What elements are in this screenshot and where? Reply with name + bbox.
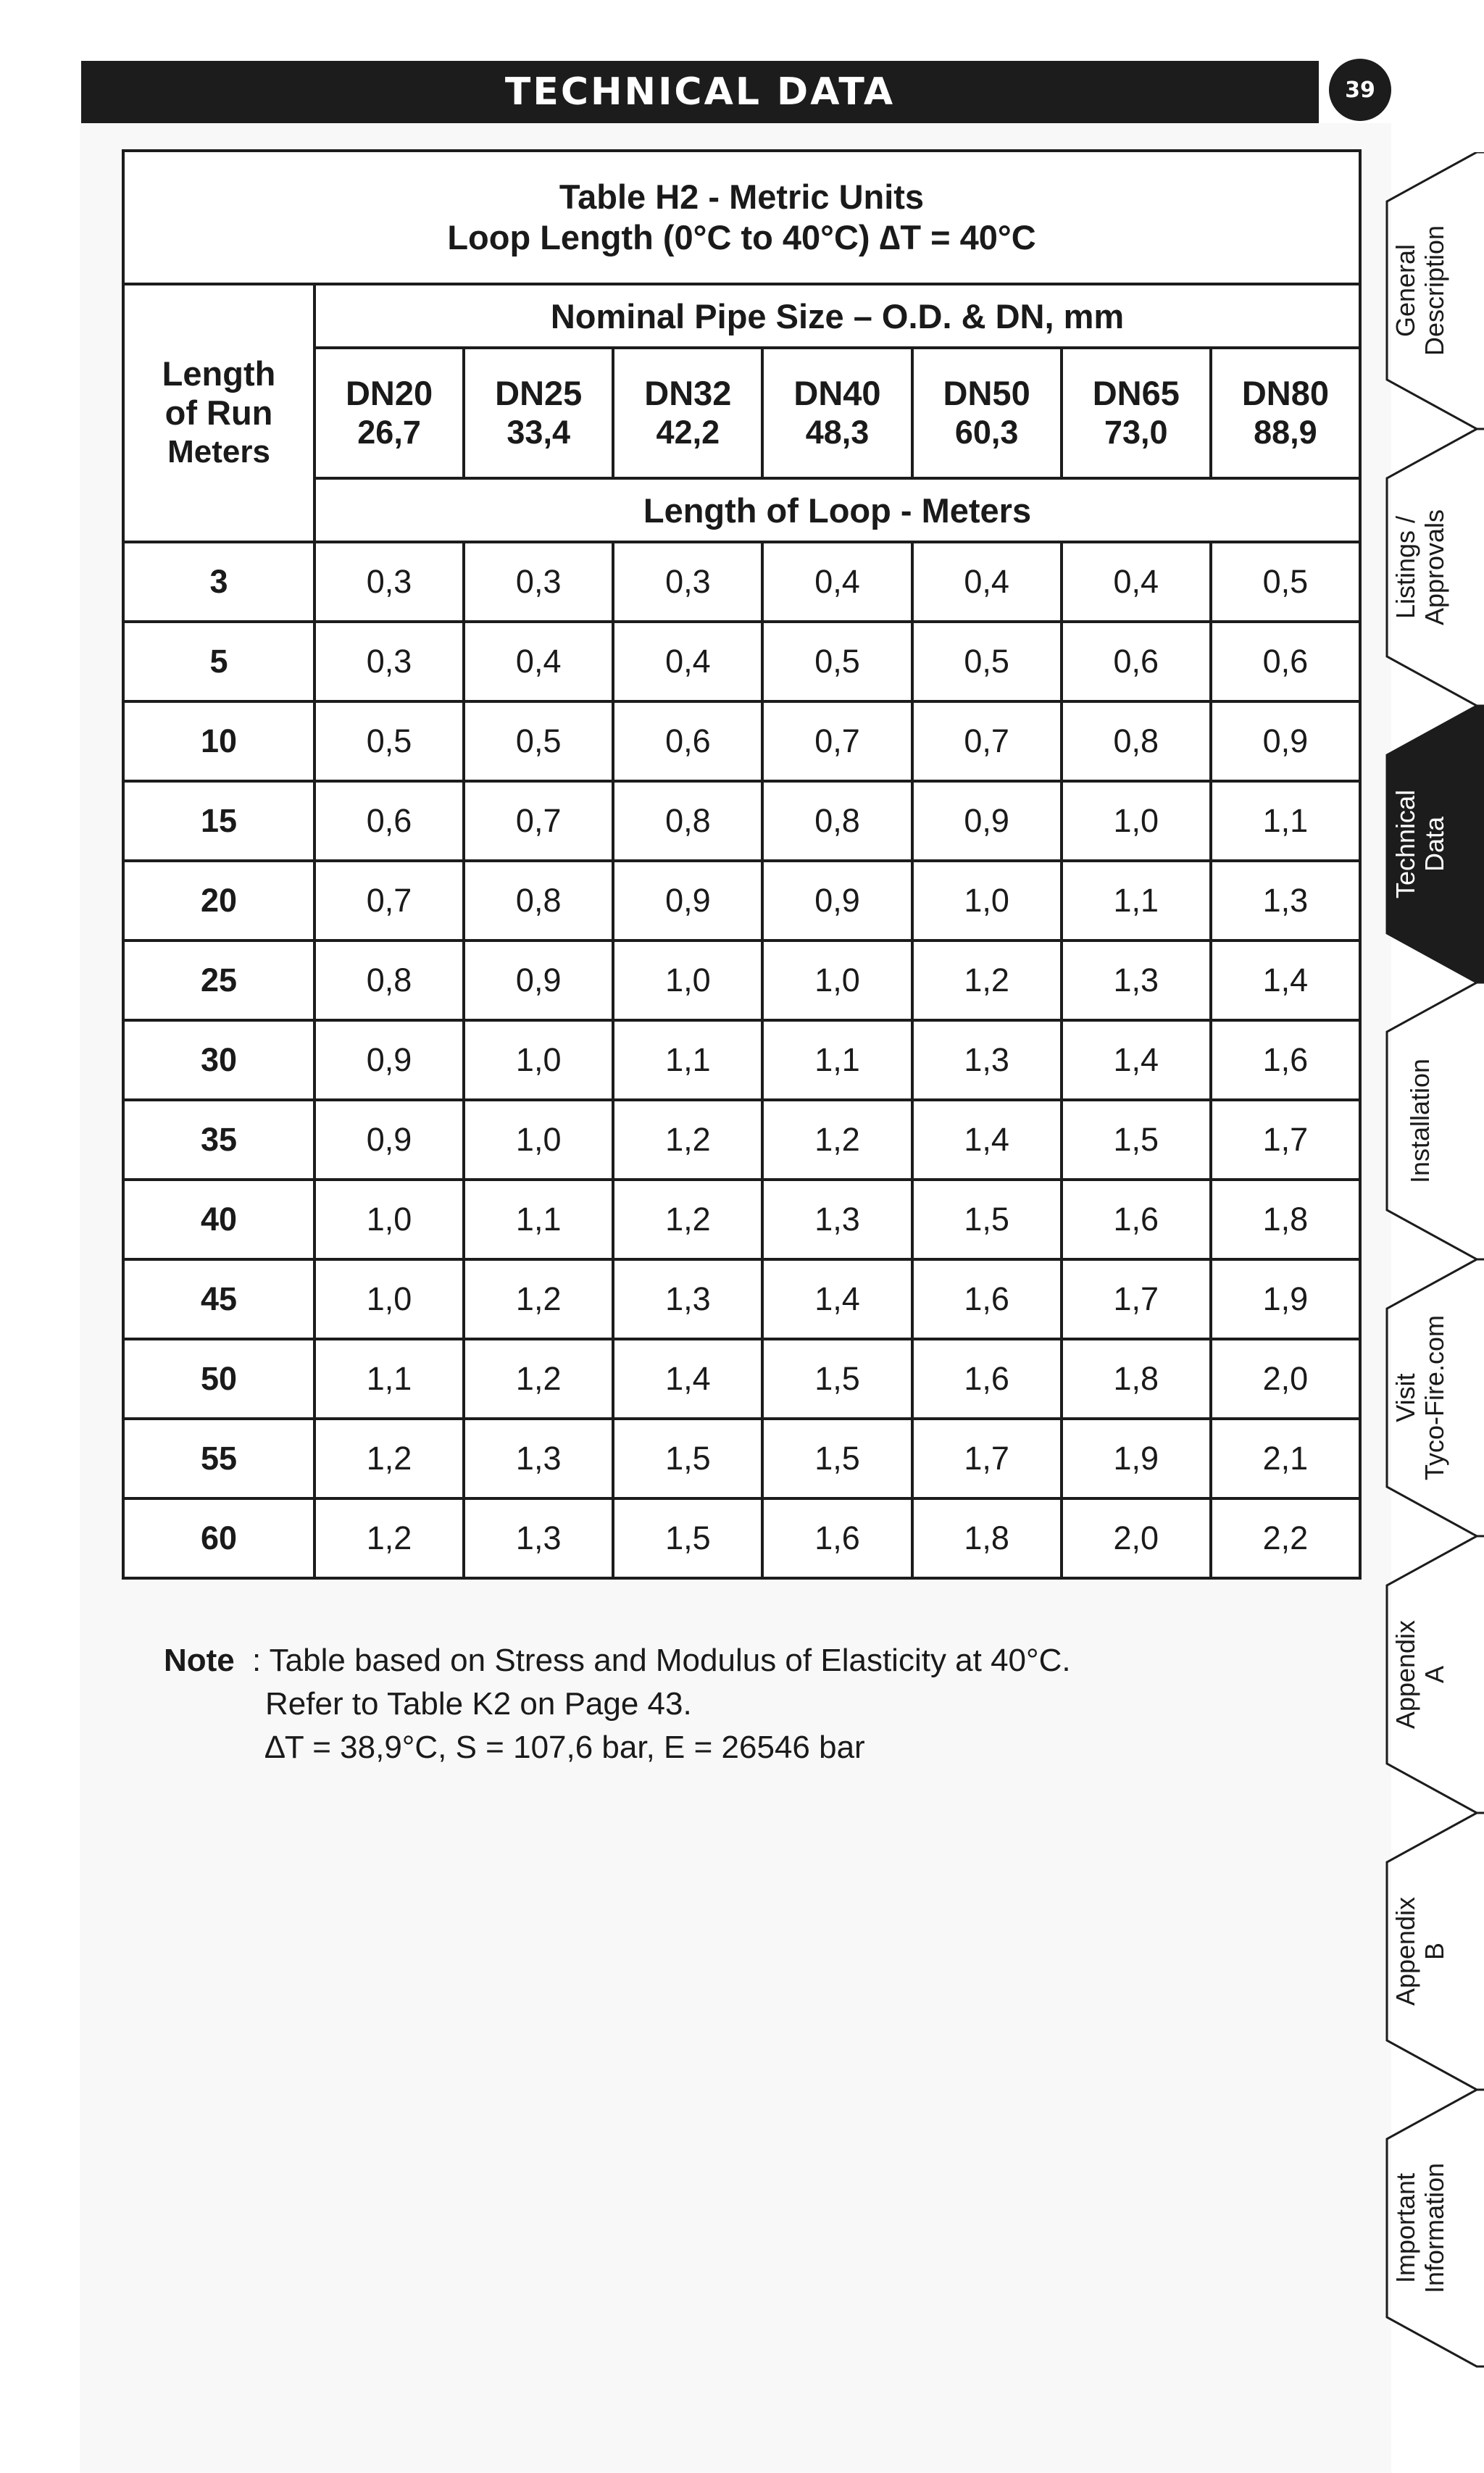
tab-label bbox=[1387, 458, 1454, 677]
pipe-size-dn: DN20 bbox=[345, 374, 433, 412]
note-line1: : Table based on Stress and Modulus of Elasticity at 40°C. bbox=[252, 1643, 1071, 1678]
loop-length-cell: 0,8 bbox=[464, 861, 613, 941]
loop-length-cell: 0,7 bbox=[464, 781, 613, 861]
section-tabs bbox=[1381, 0, 1484, 2473]
loop-length-cell: 0,7 bbox=[762, 701, 912, 781]
loop-length-cell: 1,2 bbox=[464, 1259, 613, 1339]
pipe-size-dn: DN32 bbox=[644, 374, 732, 412]
run-length-cell: 20 bbox=[123, 861, 314, 941]
loop-length-cell: 1,5 bbox=[613, 1498, 762, 1578]
table-row bbox=[123, 1100, 1360, 1180]
loop-length-cell: 1,9 bbox=[1211, 1259, 1360, 1339]
loop-length-cell: 0,3 bbox=[314, 622, 464, 701]
loop-length-cell: 0,9 bbox=[1211, 701, 1360, 781]
loop-length-cell: 0,3 bbox=[464, 542, 613, 622]
tab-label-line1: Appendix bbox=[1391, 1896, 1420, 2006]
pipe-size-dn: DN80 bbox=[1241, 374, 1329, 412]
tab-label bbox=[1387, 735, 1454, 954]
loop-length-cell: 1,3 bbox=[613, 1259, 762, 1339]
loop-length-cell: 1,3 bbox=[1211, 861, 1360, 941]
loop-length-cell: 1,4 bbox=[1211, 941, 1360, 1020]
table-row bbox=[123, 1339, 1360, 1419]
tab-label-line2: B bbox=[1420, 1943, 1449, 1961]
loop-length-cell: 1,5 bbox=[762, 1419, 912, 1498]
page-number-badge: 39 bbox=[1329, 59, 1391, 121]
loop-length-cell: 1,5 bbox=[1062, 1100, 1211, 1180]
tab-label bbox=[1387, 1012, 1454, 1230]
length-of-loop-header: Length of Loop - Meters bbox=[314, 478, 1360, 542]
loop-length-cell: 0,8 bbox=[314, 941, 464, 1020]
loop-length-cell: 1,3 bbox=[1062, 941, 1211, 1020]
loop-length-cell: 1,0 bbox=[1062, 781, 1211, 861]
length-head-line3: Meters bbox=[167, 434, 270, 470]
table-row bbox=[123, 781, 1360, 861]
loop-length-cell: 1,6 bbox=[1062, 1180, 1211, 1259]
loop-length-cell: 1,5 bbox=[613, 1419, 762, 1498]
run-length-cell: 50 bbox=[123, 1339, 314, 1419]
pipe-size-header bbox=[1211, 348, 1360, 478]
table-body bbox=[123, 542, 1360, 1578]
loop-length-cell: 0,7 bbox=[912, 701, 1062, 781]
run-length-cell: 3 bbox=[123, 542, 314, 622]
table-row bbox=[123, 1419, 1360, 1498]
run-length-cell: 25 bbox=[123, 941, 314, 1020]
tab-label-line1: Listings / bbox=[1391, 515, 1420, 620]
loop-length-cell: 1,9 bbox=[1062, 1419, 1211, 1498]
run-length-cell: 30 bbox=[123, 1020, 314, 1100]
section-title: TECHNICAL DATA bbox=[504, 70, 896, 114]
run-length-cell: 45 bbox=[123, 1259, 314, 1339]
loop-length-cell: 0,8 bbox=[613, 781, 762, 861]
loop-length-cell: 0,8 bbox=[762, 781, 912, 861]
tab-label-text bbox=[1391, 1897, 1449, 2006]
tab-label-line1: Technical bbox=[1391, 789, 1420, 899]
loop-length-cell: 1,2 bbox=[912, 941, 1062, 1020]
loop-length-cell: 1,6 bbox=[1211, 1020, 1360, 1100]
run-length-cell: 35 bbox=[123, 1100, 314, 1180]
loop-length-cell: 1,0 bbox=[613, 941, 762, 1020]
loop-length-cell: 0,9 bbox=[912, 781, 1062, 861]
loop-length-cell: 1,3 bbox=[912, 1020, 1062, 1100]
note-row bbox=[164, 1639, 1251, 1769]
section-header bbox=[81, 61, 1319, 123]
tab-label-line2: A bbox=[1420, 1666, 1449, 1684]
length-of-run-header bbox=[123, 284, 314, 542]
loop-length-cell: 1,7 bbox=[912, 1419, 1062, 1498]
loop-length-cell: 2,1 bbox=[1211, 1419, 1360, 1498]
tab-label-line1: Installation bbox=[1405, 1058, 1435, 1184]
loop-length-cell: 1,2 bbox=[314, 1419, 464, 1498]
table-row bbox=[123, 1498, 1360, 1578]
caption-row bbox=[123, 151, 1360, 284]
note-lines bbox=[252, 1639, 1071, 1769]
loop-length-cell: 0,6 bbox=[613, 701, 762, 781]
tab-label-text bbox=[1391, 1620, 1449, 1729]
tab-label-line2: Information bbox=[1420, 2162, 1449, 2294]
loop-length-cell: 1,4 bbox=[912, 1100, 1062, 1180]
loop-length-cell: 0,9 bbox=[314, 1100, 464, 1180]
loop-length-cell: 0,5 bbox=[762, 622, 912, 701]
loop-length-cell: 1,5 bbox=[912, 1180, 1062, 1259]
loop-length-cell: 1,1 bbox=[613, 1020, 762, 1100]
loop-length-cell: 1,4 bbox=[1062, 1020, 1211, 1100]
length-head-line2: of Run bbox=[164, 393, 273, 432]
loop-length-cell: 0,6 bbox=[1211, 622, 1360, 701]
loop-length-cell: 0,9 bbox=[314, 1020, 464, 1100]
loop-length-cell: 1,3 bbox=[464, 1498, 613, 1578]
table-row bbox=[123, 861, 1360, 941]
tab-label bbox=[1387, 1842, 1454, 2061]
tab-label bbox=[1387, 1288, 1454, 1507]
loop-length-cell: 1,0 bbox=[762, 941, 912, 1020]
loop-length-cell: 1,0 bbox=[464, 1020, 613, 1100]
tab-label-text bbox=[1391, 225, 1449, 356]
table-caption-line2: Loop Length (0°C to 40°C) ∆T = 40°C bbox=[447, 218, 1036, 257]
tab-label-line1: General bbox=[1391, 243, 1421, 338]
table-row bbox=[123, 1259, 1360, 1339]
loop-length-cell: 0,7 bbox=[314, 861, 464, 941]
pipe-size-header bbox=[314, 348, 464, 478]
loop-length-cell: 1,2 bbox=[314, 1498, 464, 1578]
section-tab[interactable] bbox=[1381, 429, 1484, 706]
table-caption-line1: Table H2 - Metric Units bbox=[559, 178, 925, 216]
loop-length-cell: 1,0 bbox=[314, 1259, 464, 1339]
loop-length-cell: 1,7 bbox=[1062, 1259, 1211, 1339]
loop-length-cell: 0,4 bbox=[912, 542, 1062, 622]
loop-length-cell: 0,9 bbox=[464, 941, 613, 1020]
loop-length-cell: 1,1 bbox=[464, 1180, 613, 1259]
pipe-size-od: 33,4 bbox=[507, 414, 570, 451]
tab-label bbox=[1387, 2119, 1454, 2338]
table-row bbox=[123, 622, 1360, 701]
loop-length-cell: 1,7 bbox=[1211, 1100, 1360, 1180]
loop-length-cell: 1,1 bbox=[1211, 781, 1360, 861]
loop-length-cell: 2,2 bbox=[1211, 1498, 1360, 1578]
loop-length-cell: 1,4 bbox=[762, 1259, 912, 1339]
loop-length-cell: 2,0 bbox=[1211, 1339, 1360, 1419]
section-tab[interactable] bbox=[1381, 1259, 1484, 1536]
loop-length-cell: 0,6 bbox=[314, 781, 464, 861]
pipe-size-header bbox=[464, 348, 613, 478]
loop-length-cell: 1,5 bbox=[762, 1339, 912, 1419]
pipe-size-dn: DN25 bbox=[495, 374, 583, 412]
loop-length-cell: 1,2 bbox=[613, 1100, 762, 1180]
loop-length-cell: 1,6 bbox=[912, 1259, 1062, 1339]
section-tab[interactable] bbox=[1381, 152, 1484, 429]
run-length-cell: 5 bbox=[123, 622, 314, 701]
pipe-size-header bbox=[1062, 348, 1211, 478]
tab-label-text bbox=[1391, 509, 1449, 625]
loop-length-cell: 1,3 bbox=[464, 1419, 613, 1498]
pipe-size-header bbox=[912, 348, 1062, 478]
run-length-cell: 60 bbox=[123, 1498, 314, 1578]
tab-label-line2: Data bbox=[1420, 816, 1449, 872]
table-row bbox=[123, 941, 1360, 1020]
loop-length-cell: 1,0 bbox=[314, 1180, 464, 1259]
loop-length-cell: 0,6 bbox=[1062, 622, 1211, 701]
note-label: Note bbox=[164, 1643, 235, 1678]
loop-length-cell: 0,5 bbox=[314, 701, 464, 781]
run-length-cell: 10 bbox=[123, 701, 314, 781]
pipe-size-header bbox=[762, 348, 912, 478]
loop-length-cell: 1,0 bbox=[464, 1100, 613, 1180]
loop-length-cell: 1,6 bbox=[762, 1498, 912, 1578]
pipe-size-od: 42,2 bbox=[656, 414, 720, 451]
table-row bbox=[123, 1020, 1360, 1100]
table-row bbox=[123, 542, 1360, 622]
loop-length-cell: 0,4 bbox=[762, 542, 912, 622]
pipe-size-dn: DN50 bbox=[943, 374, 1030, 412]
section-tab[interactable] bbox=[1381, 706, 1484, 983]
table-row bbox=[123, 1180, 1360, 1259]
section-tab[interactable] bbox=[1381, 2090, 1484, 2366]
loop-length-cell: 1,2 bbox=[762, 1100, 912, 1180]
loop-length-cell: 1,1 bbox=[1062, 861, 1211, 941]
section-tab[interactable] bbox=[1381, 1536, 1484, 1813]
nominal-header-row bbox=[123, 284, 1360, 348]
loop-length-cell: 1,8 bbox=[1211, 1180, 1360, 1259]
loop-length-cell: 1,2 bbox=[613, 1180, 762, 1259]
pipe-size-od: 48,3 bbox=[805, 414, 870, 451]
run-length-cell: 15 bbox=[123, 781, 314, 861]
loop-length-cell: 0,4 bbox=[464, 622, 613, 701]
pipe-size-dn: DN65 bbox=[1092, 374, 1180, 412]
loop-length-cell: 2,0 bbox=[1062, 1498, 1211, 1578]
pipe-size-od: 88,9 bbox=[1254, 414, 1317, 451]
loop-length-cell: 1,0 bbox=[912, 861, 1062, 941]
note-line3: ∆T = 38,9°C, S = 107,6 bar, E = 26546 bar bbox=[265, 1730, 865, 1765]
loop-length-cell: 1,8 bbox=[1062, 1339, 1211, 1419]
tab-label-text bbox=[1391, 790, 1449, 898]
loop-length-cell: 1,1 bbox=[314, 1339, 464, 1419]
loop-length-cell: 1,1 bbox=[762, 1020, 912, 1100]
loop-length-cell: 0,5 bbox=[464, 701, 613, 781]
section-tab[interactable] bbox=[1381, 983, 1484, 1259]
section-tab[interactable] bbox=[1381, 1813, 1484, 2090]
length-head-line1: Length bbox=[162, 354, 276, 393]
loop-length-cell: 1,6 bbox=[912, 1339, 1062, 1419]
pipe-size-dn: DN40 bbox=[793, 374, 881, 412]
pipe-size-od: 73,0 bbox=[1104, 414, 1168, 451]
loop-length-cell: 1,4 bbox=[613, 1339, 762, 1419]
tab-label-text bbox=[1406, 1059, 1435, 1183]
table-caption bbox=[123, 151, 1360, 284]
loop-length-cell: 0,5 bbox=[912, 622, 1062, 701]
loop-length-cell: 0,4 bbox=[1062, 542, 1211, 622]
loop-length-table bbox=[122, 149, 1362, 1580]
loop-length-cell: 1,2 bbox=[464, 1339, 613, 1419]
tab-label-line2: Tyco-Fire.com bbox=[1420, 1314, 1449, 1481]
loop-length-cell: 0,8 bbox=[1062, 701, 1211, 781]
loop-length-cell: 0,3 bbox=[314, 542, 464, 622]
pipe-size-od: 26,7 bbox=[357, 414, 421, 451]
loop-length-cell: 1,8 bbox=[912, 1498, 1062, 1578]
run-length-cell: 55 bbox=[123, 1419, 314, 1498]
nominal-pipe-size-header: Nominal Pipe Size – O.D. & DN, mm bbox=[314, 284, 1360, 348]
pipe-size-header bbox=[613, 348, 762, 478]
tab-label bbox=[1387, 181, 1454, 400]
loop-length-cell: 0,9 bbox=[613, 861, 762, 941]
run-length-cell: 40 bbox=[123, 1180, 314, 1259]
tab-label-text bbox=[1391, 1315, 1449, 1480]
table-row bbox=[123, 701, 1360, 781]
tab-label-text bbox=[1391, 2163, 1449, 2293]
loop-length-cell: 0,5 bbox=[1211, 542, 1360, 622]
tab-label-line1: Important bbox=[1391, 2172, 1420, 2284]
tab-label-line2: Description bbox=[1420, 225, 1450, 356]
table-note bbox=[164, 1639, 1251, 1769]
tab-label-line2: Approvals bbox=[1420, 509, 1449, 626]
tab-label-line1: Visit bbox=[1391, 1373, 1420, 1422]
loop-length-cell: 0,3 bbox=[613, 542, 762, 622]
loop-length-cell: 1,3 bbox=[762, 1180, 912, 1259]
tab-label-line1: Appendix bbox=[1391, 1619, 1420, 1730]
loop-length-cell: 0,9 bbox=[762, 861, 912, 941]
note-line2: Refer to Table K2 on Page 43. bbox=[265, 1686, 692, 1722]
loop-length-cell: 0,4 bbox=[613, 622, 762, 701]
tab-label bbox=[1387, 1565, 1454, 1784]
pipe-size-od: 60,3 bbox=[954, 414, 1019, 451]
